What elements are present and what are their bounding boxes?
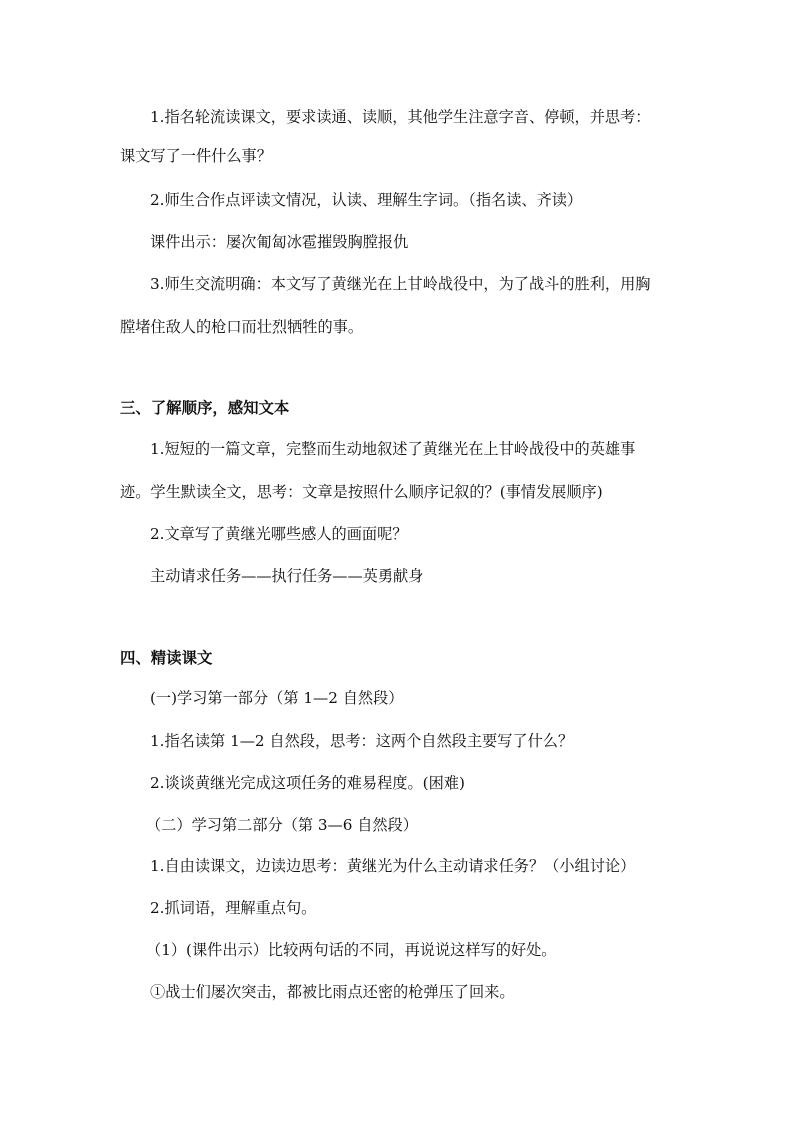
paragraph-line: 3.师生交流明确：本文写了黄继光在上甘岭战役中，为了战斗的胜利，用胸 — [150, 275, 651, 293]
paragraph-line: 1.自由读课文，边读边思考：黄继光为什么主动请求任务？（小组讨论） — [150, 857, 636, 875]
paragraph-line: （二）学习第二部分（第 3—6 自然段） — [146, 816, 418, 834]
paragraph-line: 课件出示：屡次匍匐冰雹摧毁胸膛报仇 — [150, 233, 409, 251]
paragraph-line: 迹。学生默读全文，思考：文章是按照什么顺序记叙的？(事情发展顺序) — [120, 483, 603, 501]
section-heading: 四、精读课文 — [120, 649, 213, 667]
paragraph-line: ①战士们屡次突击，都被比雨点还密的枪弹压了回来。 — [150, 983, 515, 1001]
paragraph-line: 2.师生合作点评读文情况，认读、理解生字词。（指名读、齐读） — [150, 191, 583, 209]
paragraph-line: (一)学习第一部分（第 1—2 自然段） — [150, 689, 404, 707]
paragraph-line: 1.指名读第 1—2 自然段，思考：这两个自然段主要写了什么？ — [150, 732, 574, 750]
paragraph-line: 课文写了一件什么事？ — [120, 147, 272, 165]
section-heading: 三、了解顺序，感知文本 — [120, 399, 290, 417]
paragraph-line: 主动请求任务——执行任务——英勇献身 — [150, 567, 424, 585]
paragraph-line: 2.谈谈黄继光完成这项任务的难易程度。(困难) — [150, 774, 465, 792]
paragraph-line: 2.文章写了黄继光哪些感人的画面呢？ — [150, 525, 408, 543]
paragraph-line: （1）(课件出示）比较两句话的不同，再说说这样写的好处。 — [146, 941, 557, 959]
paragraph-line: 膛堵住敌人的枪口而壮烈牺牲的事。 — [120, 318, 363, 336]
paragraph-line: 1.指名轮流读课文，要求读通、读顺，其他学生注意字音、停顿，并思考： — [150, 108, 651, 126]
paragraph-line: 1.短短的一篇文章，完整而生动地叙述了黄继光在上甘岭战役中的英雄事 — [150, 440, 636, 458]
paragraph-line: 2.抓词语，理解重点句。 — [150, 899, 317, 917]
